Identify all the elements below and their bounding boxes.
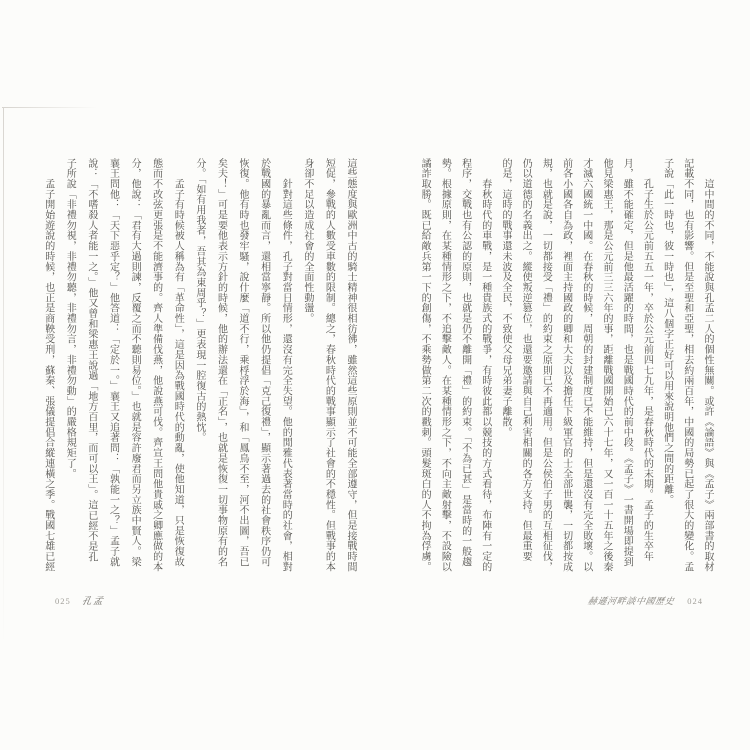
text-column: 針對這些條件，孔子對當日情形，還沒有完全失望。他的閒雅代表著當時的社會，相對 <box>280 158 292 572</box>
text-column: 孟子開始遊說的時候，也正是商鞅受刑，蘇秦、張儀提倡合縱連橫之季。戰國七雄已經 <box>42 158 54 572</box>
text-column: 這些態度與歐洲中古的騎士精神很相彷彿，雖然這些原則並不可能全部遵守，但是接戰時間 <box>345 158 356 572</box>
text-column: 說：「不嗜殺人者能一之。」他又曾和梁惠王說過「地方百里，而可以王」。這已經不是孔 <box>85 158 97 562</box>
text-column: 記載不同，也有影響。但是至聖和亞聖，相去約兩百年，中國的局勢已起了很大的變化。孟 <box>681 158 693 572</box>
left-page-number: 025 <box>55 596 71 606</box>
text-column: 分。「如有用我者，吾其為東周乎？」更表現一腔復古的熱忱。 <box>193 158 205 443</box>
right-page-footer <box>588 594 703 608</box>
text-column: 春秋時代的車戰，是一種貴族式的戰爭，有時彼此都以競技的方式看待，布陣有一定的 <box>479 158 491 572</box>
left-page-text-block <box>37 158 361 578</box>
text-column: 仍以道德的名義出之。縱使叛逆篡位，也還要邀請與自己利害相關的各方支持。但最重要 <box>520 158 532 562</box>
chapter-title-footer: 孔孟 <box>81 597 105 607</box>
text-column: 前各小國各自為政，裡面主持國政的卿和大夫以及擔任下級軍官的士全部世襲，一切都按成 <box>560 158 572 572</box>
text-column: 短促，參戰的人數受車數的限制。總之，春秋時代的戰事顯示了社會的不穩性。但戰事的本 <box>323 158 335 572</box>
text-column: 孟子有時候被人稱為有「革命性」，這是因為戰國時代的動亂，使他知道，只是恢復故 <box>172 158 184 567</box>
text-column: 恢復。他有時也發牢騷，說什麼「道不行，乘桴浮於海」，和「鳳鳥不至，河不出圖，吾已 <box>237 158 249 567</box>
text-column: 態而不改弦更張是不能濟事的。齊人準備伐燕，他說燕可伐。齊宣王問他貴戚之卿應做的本 <box>150 158 162 572</box>
text-column: 襄王問他：「天下惡乎定？」他答道：「定於一。」襄王又追著問：「孰能一之？」孟子就 <box>107 158 119 567</box>
text-column: 他見梁惠王，那是公元前三三六年的事，距離戰國開始已六十七年，又一百一十五年之後秦 <box>600 158 612 572</box>
text-column: 子說「此一時也，彼一時也」，這八個字正好可以用來說明他們之間的距離。 <box>661 158 673 505</box>
page-edge-artifact-vertical <box>3 107 4 722</box>
text-column: 這中間的不同，不能說與孔孟二人的個性無關。或許《論語》與《孟子》兩部書的取材 <box>702 158 713 572</box>
text-column: 子所說「非禮勿視，非禮勿聽，非禮勿言，非禮勿動」的嚴格規矩了。 <box>64 158 76 479</box>
book-title-footer: 赫遜河畔談中國歷史 <box>586 596 675 606</box>
text-column: 於戰國的暴亂而言，還相當寧靜。所以他仍提倡「克己復禮」，顯示著過去的社會秩序仍可 <box>258 158 270 567</box>
right-page-number: 024 <box>687 596 703 606</box>
page-edge-artifact-horizontal <box>2 107 97 108</box>
text-column: 的是，這時的戰事還未波及全民，不致使父母兄弟妻子離散。 <box>499 158 511 438</box>
text-column: 才滅六國統一中國。在春秋的時候，周朝的封建制度已不能維持，但是還沒有完全敗壞。以 <box>580 158 592 572</box>
text-column: 譎詐取勝。既已給敵兵第一下的創傷，不乘勢做第二次的戳刺。頭髮斑白的人不拘為俘虜。 <box>419 158 431 572</box>
text-column: 規，也就是說，一切都接受「禮」的約束之原則已不再適用。但是公侯伯子男的互相征伐， <box>540 158 552 572</box>
text-column: 身卻不足以造成社會的全面性動盪。 <box>301 158 313 324</box>
text-column: 勢。根據原則，在某種情形之下，不追擊敵人。在某種情形之下，不向主敵射擊，不設險以 <box>439 158 451 572</box>
text-column: 月，雖不能確定，但是他最活躍的時間，也是戰國時代的前中段。《孟子》一書開場即提到 <box>621 158 633 567</box>
text-column: 分，他說：「君有大過則諫，反覆之而不聽則易位。」也就是容許廢君而另立族中賢人。梁 <box>129 158 141 567</box>
right-page-text-block <box>414 158 717 578</box>
text-column: 程序，交戰也有公認的原則，也就是仍不離開「禮」的約束。「不為已甚」是當時的一般趨 <box>459 158 471 567</box>
left-page-footer <box>55 594 104 608</box>
text-column: 矣夫！」可是要他表示方針的時候，他的辦法還在「正名」，也就是恢復一切事物原有的名 <box>215 158 227 567</box>
text-column: 孔子生於公元前五五一年，卒於公元前四七九年，是春秋時代的末期。孟子的生卒年 <box>641 158 653 562</box>
